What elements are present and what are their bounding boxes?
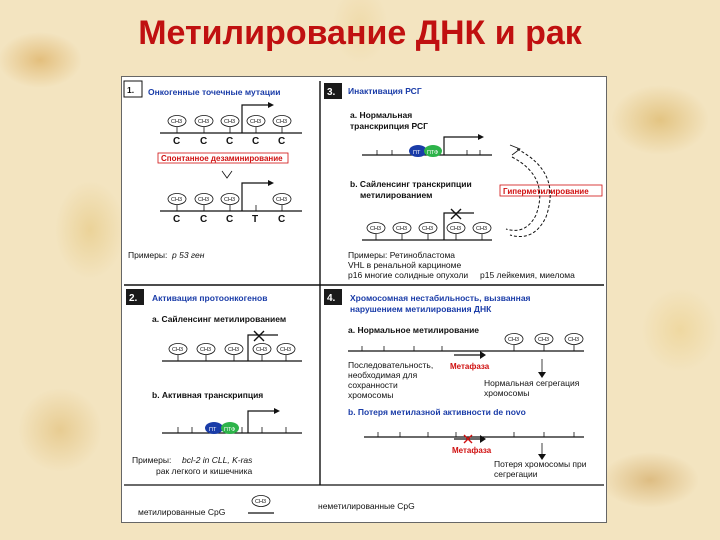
section-4-title-2: нарушением метилирования ДНК (350, 304, 492, 314)
section-3-examples-3: р16 многие солидные опухоли (348, 270, 469, 280)
section-4-a: а. Нормальное метилирование (348, 325, 480, 335)
methyl-label: CH3 (508, 337, 520, 343)
methyl-label: CH3 (200, 347, 212, 353)
arrow-head (274, 408, 280, 414)
methyl-label: CH3 (171, 119, 183, 125)
section-1-number: 1. (127, 85, 135, 95)
cpg-c: C (173, 136, 181, 147)
slide-title: Метилирование ДНК и рак (138, 14, 582, 52)
methyl-label: CH3 (568, 337, 580, 343)
section-2-number: 2. (129, 293, 138, 304)
mark-stems (178, 355, 286, 361)
methylation-diagram (122, 77, 606, 522)
methyl-label: CH3 (476, 226, 488, 232)
cpg-marks-row-3b (367, 223, 491, 234)
section-4-title-1: Хромосомная нестабильность, вызванная (350, 293, 531, 303)
section-2-a: а. Сайленсинг метилированием (152, 314, 287, 324)
section-4-b: b. Потеря метилазной активности de novo (348, 407, 526, 417)
section-3-b-line1: b. Сайленсинг транскрипции (350, 179, 472, 189)
diagram-panel (121, 76, 607, 523)
section-4 (324, 289, 587, 479)
arc-arrow-top (510, 145, 520, 155)
sequence-line-4: хромосомы (348, 390, 394, 400)
section-3-b-line2: метилированием (360, 190, 433, 200)
pt-label: ПТ (413, 150, 421, 156)
cpg-c: C (278, 136, 286, 147)
section-2-b: b. Активная транскрипция (152, 390, 264, 400)
metaphase-label-2: Метафаза (452, 446, 492, 455)
legend-methyl-label: CH3 (255, 499, 267, 505)
section-3-a-line1: а. Нормальная (350, 110, 413, 120)
methyl-label: CH3 (276, 119, 288, 125)
section-3-examples-4: р15 лейкемия, миелома (480, 270, 575, 280)
methyl-label: CH3 (422, 226, 434, 232)
cpg-c: C (278, 214, 286, 225)
legend-methylated: метилированные CpG (138, 507, 226, 517)
section-1-examples-label: Примеры: (128, 250, 168, 260)
transcription-start-arrow-2 (242, 183, 272, 211)
section-3-a-line2: транскрипция РСГ (350, 121, 428, 131)
cpg-c: C (252, 136, 260, 147)
ptf-label: ПТФ (224, 427, 236, 433)
methyl-label: CH3 (198, 119, 210, 125)
legend-unmethylated: неметилированные CpG (318, 501, 415, 511)
loss-line-2: сегрегации (494, 469, 538, 479)
methyl-label: CH3 (172, 347, 184, 353)
section-2-examples-value2: рак легкого и кишечника (156, 466, 253, 476)
methyl-label: CH3 (538, 337, 550, 343)
mark-stems (376, 234, 482, 240)
methyl-label: CH3 (256, 347, 268, 353)
methyl-label: CH3 (250, 119, 262, 125)
methyl-label: CH3 (276, 197, 288, 203)
normal-seg-line-1: Нормальная сегрегация (484, 378, 580, 388)
sequence-line-2: необходимая для (348, 370, 418, 380)
section-3-examples-1: Примеры: Ретинобластома (348, 250, 456, 260)
section-1-examples-value: р 53 ген (172, 250, 205, 260)
cpg-marks-row-4a (505, 334, 583, 345)
transcription-start-arrow-2b (248, 411, 278, 433)
methyl-label: CH3 (224, 197, 236, 203)
block-x-icon (451, 209, 461, 219)
section-3-title: Инактивация РСГ (348, 86, 422, 96)
cpg-c: C (173, 214, 181, 225)
methyl-label: CH3 (396, 226, 408, 232)
cpg-t: T (252, 214, 259, 225)
metaphase-label: Метафаза (450, 362, 490, 371)
arrow-head (480, 351, 486, 359)
section-1-title: Онкогенные точечные мутации (148, 87, 281, 97)
arrow-head (480, 435, 486, 443)
cpg-marks-row-2 (168, 194, 291, 205)
section-2-examples-value1: bcl-2 in CLL, K-ras (182, 455, 253, 465)
section-3-examples-2: VHL в ренальной карциноме (348, 260, 462, 270)
mark-stems (177, 205, 282, 211)
hypermethylation-label: Гиперметилирование (503, 187, 589, 196)
methyl-label: CH3 (224, 119, 236, 125)
transcription-start-arrow-3 (444, 137, 482, 155)
pt-label: ПТ (209, 427, 217, 433)
ptf-label: ПТФ (427, 150, 439, 156)
cpg-c: C (200, 214, 208, 225)
methyl-label: CH3 (450, 226, 462, 232)
cpg-ticks (378, 432, 574, 437)
deamination-label: Спонтанное дезаминирование (161, 154, 283, 163)
sequence-line-1: Последовательность, (348, 360, 434, 370)
section-2 (126, 289, 302, 476)
section-1 (124, 81, 302, 260)
methyl-label: CH3 (370, 226, 382, 232)
methyl-label: CH3 (228, 347, 240, 353)
methyl-label: CH3 (198, 197, 210, 203)
section-2-examples-label: Примеры: (132, 455, 172, 465)
arrow-head (268, 180, 274, 186)
cpg-c: C (226, 136, 234, 147)
cpg-c: C (226, 214, 234, 225)
section-3-number: 3. (327, 87, 336, 98)
down-arrow (222, 171, 232, 178)
section-4-number: 4. (327, 293, 336, 304)
normal-seg-line-2: хромосомы (484, 388, 530, 398)
cpg-c: C (200, 136, 208, 147)
methyl-label: CH3 (280, 347, 292, 353)
cpg-ticks (362, 345, 574, 351)
cpg-marks-row-1 (168, 116, 291, 127)
legend (138, 496, 415, 518)
arrow-head (268, 102, 274, 108)
section-2-title: Активация протоонкогенов (152, 293, 268, 303)
section-3 (324, 83, 602, 280)
sequence-line-3: сохранности (348, 380, 398, 390)
loss-line-1: Потеря хромосомы при (494, 459, 587, 469)
cpg-marks-row-2a (169, 344, 295, 355)
mark-stems (177, 127, 282, 133)
methyl-label: CH3 (171, 197, 183, 203)
arrow-head (478, 134, 484, 140)
block-x-icon (254, 331, 264, 341)
